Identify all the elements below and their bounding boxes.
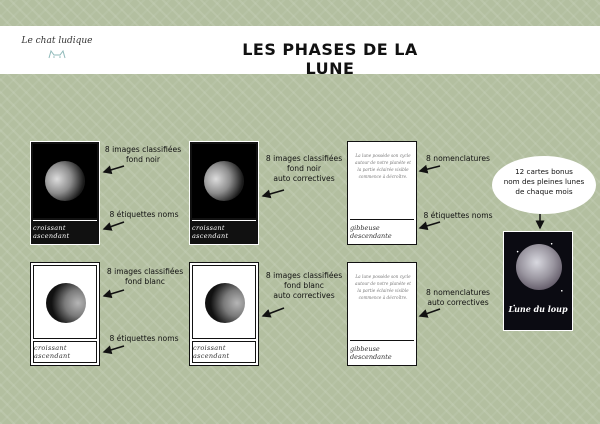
arrow: [420, 222, 440, 228]
nomenclature-text: La lune possède son cycle autour de notre planète et la partie éclairée visible commence à décroître.: [355, 153, 411, 179]
card-label: croissant ascendant: [192, 220, 256, 242]
arrow: [104, 222, 124, 229]
card-label: gibbeuse descendante: [350, 224, 392, 240]
bonus-bubble: [492, 156, 596, 214]
arrow: [263, 190, 284, 196]
arrow: [420, 309, 440, 316]
annotation-images-white: 8 images classifiées fond blanc: [106, 267, 184, 286]
full-moon-icon: [516, 244, 562, 290]
annotation-labels: 8 étiquettes noms: [423, 211, 493, 220]
arrow: [420, 166, 440, 171]
card-label: gibbeuse descendante: [350, 345, 392, 361]
arrow: [104, 166, 124, 172]
card-label: croissant ascendant: [33, 220, 97, 242]
bonus-text: 12 cartes bonus nom des pleines lunes de chaque mois: [503, 167, 585, 196]
arrow: [263, 308, 284, 316]
card-label: croissant ascendant: [33, 341, 97, 363]
logo-text: Le chat ludique: [21, 36, 93, 46]
bonus-card: [503, 231, 573, 331]
page-title: LES PHASES DE LA LUNE: [242, 40, 418, 78]
annotation-nomenclatures-auto: 8 nomenclatures auto correctives: [426, 288, 490, 307]
arrow: [104, 290, 124, 296]
annotation-labels: 8 étiquettes noms: [109, 210, 179, 219]
annotation-nomenclatures: 8 nomenclatures: [426, 154, 490, 163]
annotation-images-dark-auto: 8 images classifiées fond noir auto correctives: [265, 154, 343, 183]
arrow: [104, 346, 124, 352]
card-label: croissant ascendant: [192, 341, 256, 363]
nomenclature-text: La lune possède son cycle autour de notre planète et la partie éclairée visible commence à décroître.: [355, 274, 411, 300]
annotation-images-white-auto: 8 images classifiées fond blanc auto correctives: [265, 271, 343, 300]
annotation-labels: 8 étiquettes noms: [109, 334, 179, 343]
bonus-card-label: Lune du loup: [508, 304, 568, 314]
annotation-images-dark: 8 images classifiées fond noir: [104, 145, 182, 164]
